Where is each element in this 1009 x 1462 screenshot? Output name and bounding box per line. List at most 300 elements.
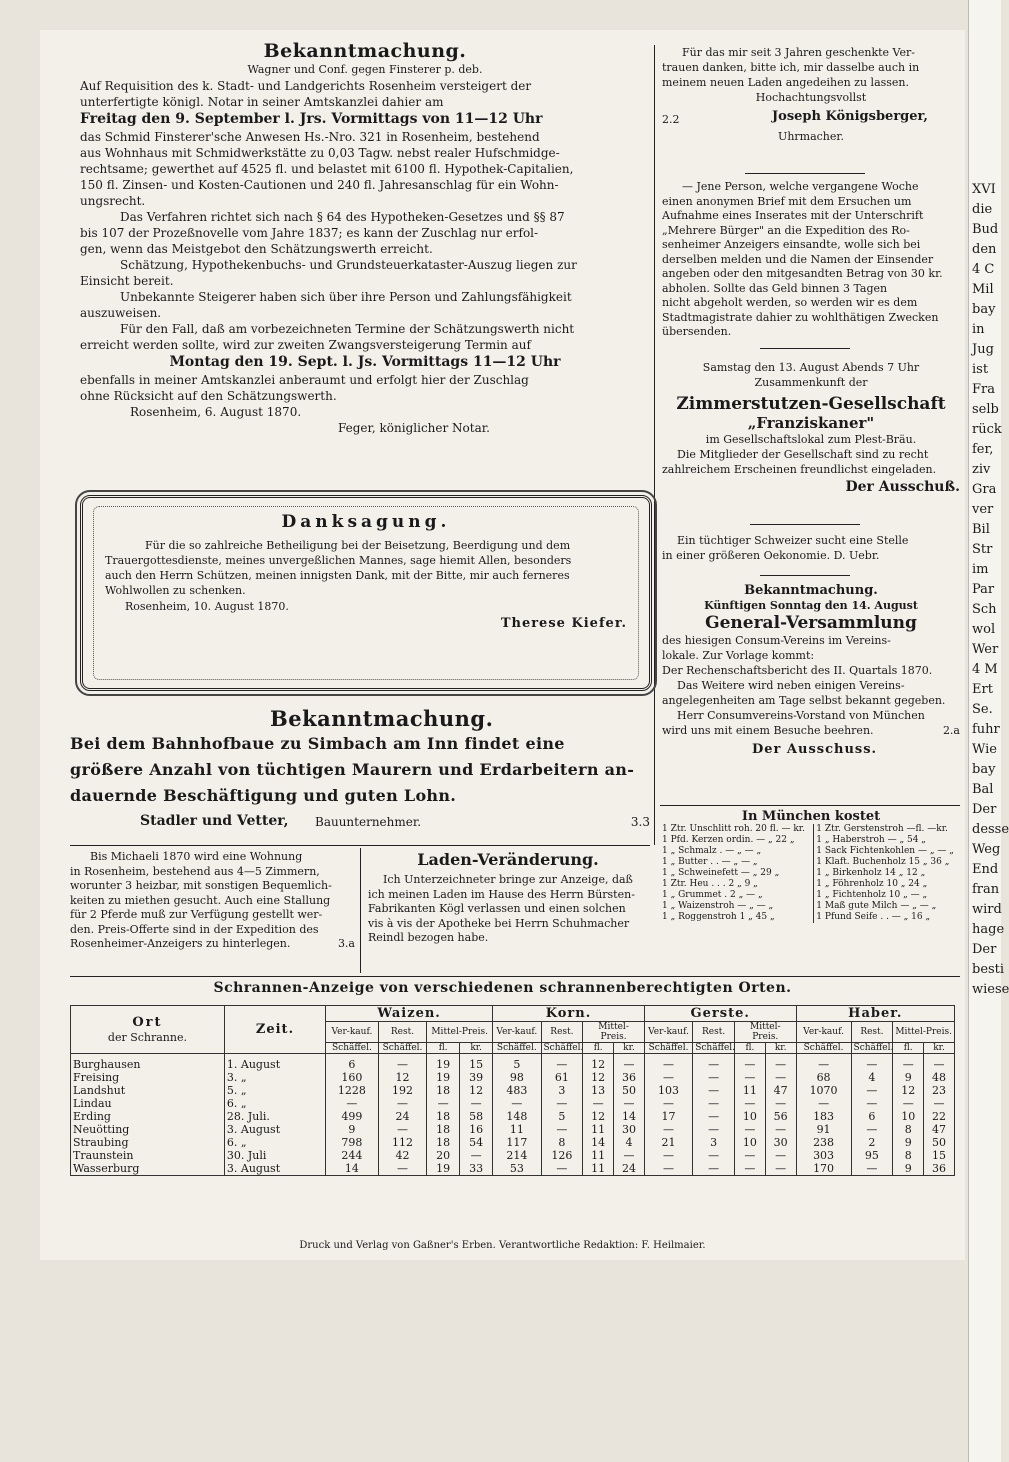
- adjacent-page-fragment: Weg: [972, 842, 1001, 857]
- table-row: [71, 1054, 955, 1072]
- ad-line: Ich Unterzeichneter bringe zur Anzeige, daß: [383, 873, 633, 886]
- col-verkauf-header: Ver-kauf.: [796, 1022, 851, 1043]
- value-cell: 14: [614, 1110, 645, 1123]
- newspaper-page: [40, 30, 965, 1260]
- value-cell: 6: [851, 1110, 893, 1123]
- thanks-frame: [80, 495, 652, 691]
- thanks-line: Wohlwollen zu schenken.: [105, 584, 246, 597]
- value-cell: —: [460, 1149, 493, 1162]
- value-cell: 12: [583, 1110, 614, 1123]
- value-cell: —: [493, 1097, 541, 1110]
- value-cell: 36: [924, 1162, 955, 1176]
- value-cell: —: [541, 1162, 583, 1176]
- adjacent-page-fragment: ziv: [972, 462, 991, 477]
- notice-line: rechtsame; gewerthet auf 4525 fl. und belastet mit 6100 fl. Hypothek-Capitalien,: [80, 162, 574, 176]
- notice-line: — Jene Person, welche vergangene Woche: [682, 180, 919, 193]
- value-cell: —: [693, 1149, 735, 1162]
- ad-line: zahlreichem Erscheinen freundlichst eingeladen.: [662, 463, 937, 476]
- adjacent-page-fragment: hage: [972, 922, 1005, 937]
- adjacent-page-fragment: wird: [972, 902, 1002, 917]
- town-cell: Landshut: [71, 1084, 225, 1097]
- ad-line: meinem neuen Laden angedeihen zu lassen.: [662, 76, 910, 89]
- value-cell: 14: [326, 1162, 379, 1176]
- ad-watchmaker: [662, 45, 960, 145]
- notice-place-date: Rosenheim, 6. August 1870.: [130, 405, 302, 419]
- price-row: [660, 901, 962, 912]
- value-cell: 8: [893, 1123, 924, 1136]
- divider: [70, 976, 960, 977]
- value-cell: —: [460, 1097, 493, 1110]
- value-cell: —: [924, 1054, 955, 1072]
- value-cell: 36: [614, 1071, 645, 1084]
- adjacent-page-fragment: die: [972, 202, 993, 217]
- adjacent-page-fragment: 4 M: [972, 662, 998, 677]
- notice-line: ungsrecht.: [80, 194, 146, 208]
- notice-line: abholen. Sollte das Geld binnen 3 Tagen: [662, 281, 888, 295]
- value-cell: 23: [924, 1084, 955, 1097]
- value-cell: —: [851, 1097, 893, 1110]
- ad-role: Uhrmacher.: [778, 130, 844, 143]
- adjacent-page-fragment: Sch: [972, 602, 997, 617]
- value-cell: 170: [796, 1162, 851, 1176]
- value-cell: —: [765, 1149, 796, 1162]
- value-cell: 3: [541, 1084, 583, 1097]
- price-row: [660, 868, 962, 879]
- value-cell: 17: [644, 1110, 692, 1123]
- value-cell: 58: [460, 1110, 493, 1123]
- imprint: Druck und Verlag von Gaßner's Erben. Verantwortliche Redaktion: F. Heilmaier.: [299, 1240, 706, 1251]
- adjacent-page-fragment: Mil: [972, 282, 994, 297]
- value-cell: —: [693, 1071, 735, 1084]
- value-cell: 160: [326, 1071, 379, 1084]
- town-cell: Traunstein: [71, 1149, 225, 1162]
- notice-line: Herr Consumvereins-Vorstand von München: [677, 709, 925, 722]
- notice-anonymous-letter: [662, 180, 960, 340]
- notice-line: Stadtmagistrate dahier zu wohlthätigen Zwecken: [662, 310, 939, 324]
- adjacent-page-fragment: ist: [972, 362, 989, 377]
- thanks-line: Für die so zahlreiche Betheiligung bei der Beisetzung, Beerdigung und dem: [145, 539, 571, 552]
- adjacent-page-fragment: Fra: [972, 382, 995, 397]
- table-row: [71, 1136, 955, 1149]
- value-cell: —: [693, 1110, 735, 1123]
- ad-title: Laden-Veränderung.: [417, 850, 599, 869]
- adjacent-page-fragment: in: [972, 322, 985, 337]
- value-cell: 183: [796, 1110, 851, 1123]
- price-row: [660, 857, 962, 868]
- price-cell: 1 Ztr. Unschlitt roh. 20 fl. — kr.: [660, 824, 814, 835]
- unit-schaeffel: Schäffel.: [326, 1043, 379, 1054]
- table-row: [71, 1123, 955, 1136]
- value-cell: 11: [493, 1123, 541, 1136]
- value-cell: 192: [378, 1084, 426, 1097]
- group-header-gerste: Gerste.: [644, 1006, 796, 1022]
- value-cell: —: [583, 1097, 614, 1110]
- unit-schaeffel: Schäffel.: [541, 1043, 583, 1054]
- ad-line: Reindl bezogen habe.: [368, 931, 489, 944]
- value-cell: 103: [644, 1084, 692, 1097]
- value-cell: 4: [614, 1136, 645, 1149]
- adjacent-page-fragment: Bud: [972, 222, 999, 237]
- thanks-line: Trauergottesdienste, meines unvergeßlichen Mannes, sage hiemit Allen, besonders: [105, 554, 572, 567]
- notice-line: lokale. Zur Vorlage kommt:: [662, 649, 815, 662]
- adjacent-page-fragment: ver: [972, 502, 994, 517]
- divider: [660, 805, 960, 806]
- value-cell: 12: [378, 1071, 426, 1084]
- value-cell: 16: [460, 1123, 493, 1136]
- ad-signature: Joseph Königsberger,: [772, 109, 928, 124]
- notice-line: einen anonymen Brief mit dem Ersuchen um: [662, 194, 912, 208]
- value-cell: 56: [765, 1110, 796, 1123]
- value-cell: —: [765, 1123, 796, 1136]
- value-cell: —: [326, 1097, 379, 1110]
- group-header-korn: Korn.: [493, 1006, 645, 1022]
- notice-line: übersenden.: [662, 325, 732, 338]
- price-row: [660, 890, 962, 901]
- adjacent-page-fragment: bay: [972, 302, 996, 317]
- value-cell: —: [693, 1054, 735, 1072]
- value-cell: 18: [427, 1123, 460, 1136]
- notice-title: General-Versammlung: [705, 613, 917, 633]
- unit-schaeffel: Schäffel.: [493, 1043, 541, 1054]
- notice-case: Wagner und Conf. gegen Finsterer p. deb.: [247, 63, 483, 76]
- thanks-line: auch den Herrn Schützen, meinen innigsten Dank, mit der Bitte, mir auch ferneres: [105, 569, 570, 582]
- ad-title: Zimmerstutzen-Gesellschaft: [676, 394, 946, 414]
- divider: [760, 575, 850, 576]
- price-cell: 1 „ Grummet . 2 „ — „: [660, 890, 814, 901]
- ad-line: Bis Michaeli 1870 wird eine Wohnung: [90, 850, 303, 863]
- notice-line: unterfertigte königl. Notar in seiner Amtskanzlei dahier am: [80, 95, 444, 109]
- value-cell: —: [427, 1097, 460, 1110]
- notice-line: Der Rechenschaftsbericht des II. Quartals 1870.: [662, 664, 933, 677]
- ad-line: im Gesellschaftslokal zum Plest-Bräu.: [705, 433, 917, 446]
- value-cell: 12: [583, 1054, 614, 1072]
- ad-apartment-wanted: [70, 850, 355, 952]
- col-rest-header: Rest.: [693, 1022, 735, 1043]
- adjacent-page-fragment: Der: [972, 942, 997, 957]
- ad-line: keiten zu miethen gesucht. Auch eine Stallung: [70, 893, 331, 907]
- town-cell: Wasserburg: [71, 1162, 225, 1176]
- value-cell: 11: [734, 1084, 765, 1097]
- value-cell: 48: [924, 1071, 955, 1084]
- firm-role: Bauunternehmer.: [315, 815, 422, 829]
- adjacent-page-fragment: XVI: [972, 182, 996, 197]
- notice-line: Einsicht bereit.: [80, 274, 174, 288]
- adjacent-page-fragment: fer,: [972, 442, 994, 457]
- date-cell: 3. „: [224, 1071, 325, 1084]
- value-cell: —: [765, 1071, 796, 1084]
- unit-fl: fl.: [893, 1043, 924, 1054]
- value-cell: 18: [427, 1084, 460, 1097]
- unit-kr: kr.: [614, 1043, 645, 1054]
- thanks-title: Danksagung.: [281, 512, 451, 532]
- value-cell: 30: [614, 1123, 645, 1136]
- value-cell: 47: [924, 1123, 955, 1136]
- town-cell: Lindau: [71, 1097, 225, 1110]
- value-cell: —: [644, 1162, 692, 1176]
- value-cell: —: [734, 1123, 765, 1136]
- value-cell: 8: [893, 1149, 924, 1162]
- date-cell: 1. August: [224, 1054, 325, 1072]
- notice-title: Bekanntmachung.: [270, 706, 494, 731]
- unit-kr: kr.: [924, 1043, 955, 1054]
- value-cell: 10: [893, 1110, 924, 1123]
- value-cell: —: [734, 1071, 765, 1084]
- grain-table-title: Schrannen-Anzeige von verschiedenen schrannenberechtigten Orten.: [213, 980, 792, 996]
- value-cell: —: [644, 1054, 692, 1072]
- thanks-place-date: Rosenheim, 10. August 1870.: [125, 600, 289, 613]
- value-cell: —: [765, 1162, 796, 1176]
- price-cell: 1 „ Haberstroh — „ 54 „: [816, 835, 926, 845]
- unit-fl: fl.: [583, 1043, 614, 1054]
- adjacent-page-fragment: wiese: [972, 982, 1009, 997]
- value-cell: —: [378, 1097, 426, 1110]
- value-cell: 61: [541, 1071, 583, 1084]
- notice-line: angeben oder den mitgesandten Betrag von 30 kr.: [662, 267, 943, 280]
- notice-title: Bekanntmachung.: [744, 583, 878, 598]
- group-header-haber: Haber.: [796, 1006, 954, 1022]
- unit-kr: kr.: [765, 1043, 796, 1054]
- value-cell: 21: [644, 1136, 692, 1149]
- value-cell: 11: [583, 1162, 614, 1176]
- value-cell: —: [644, 1097, 692, 1110]
- value-cell: 483: [493, 1084, 541, 1097]
- notice-line: Auf Requisition des k. Stadt- und Landgerichts Rosenheim versteigert der: [80, 79, 532, 93]
- notice-line: auszuweisen.: [80, 306, 162, 320]
- adjacent-page-fragment: Wer: [972, 642, 999, 657]
- price-cell: 1 Ztr. Gerstenstroh —fl. —kr.: [816, 824, 948, 834]
- column-divider: [654, 45, 655, 845]
- col-preis-header: Mittel-Preis.: [734, 1022, 796, 1043]
- date-cell: 28. Juli.: [224, 1110, 325, 1123]
- value-cell: 50: [924, 1136, 955, 1149]
- price-cell: 1 Klaft. Buchenholz 15 „ 36 „: [816, 857, 950, 867]
- adjacent-page-fragment: selb: [972, 402, 999, 417]
- unit-kr: kr.: [460, 1043, 493, 1054]
- value-cell: 54: [460, 1136, 493, 1149]
- notice-line: Künftigen Sonntag den 14. August: [704, 599, 918, 612]
- value-cell: —: [765, 1097, 796, 1110]
- ad-line: Für das mir seit 3 Jahren geschenkte Ver-: [682, 46, 915, 59]
- notice-line: des hiesigen Consum-Vereins im Vereins-: [662, 634, 891, 647]
- value-cell: 9: [326, 1123, 379, 1136]
- value-cell: 5: [493, 1054, 541, 1072]
- notice-line: derselben melden und die Namen der Einsender: [662, 252, 934, 266]
- table-row: [71, 1097, 955, 1110]
- price-row: [660, 912, 962, 923]
- ad-line: worunter 3 heizbar, mit sonstigen Bequemlich-: [70, 879, 332, 892]
- notice-signature: Der Ausschuss.: [752, 742, 878, 757]
- ad-title: „Franziskaner": [747, 414, 875, 432]
- notice-signature: Feger, königlicher Notar.: [337, 421, 490, 435]
- date-cell: 6. „: [224, 1136, 325, 1149]
- ad-signature: Der Ausschuß.: [845, 479, 960, 495]
- col-preis-header: Mittel-Preis.: [427, 1022, 493, 1043]
- value-cell: 15: [460, 1054, 493, 1072]
- value-cell: 148: [493, 1110, 541, 1123]
- value-cell: —: [851, 1123, 893, 1136]
- value-cell: 12: [583, 1071, 614, 1084]
- ad-line: Fabrikanten Kögl verlassen und einen solchen: [368, 902, 626, 915]
- ad-line: Rosenheimer-Anzeigers zu hinterlegen.: [70, 937, 291, 950]
- price-cell: 1 „ Butter . . — „ — „: [660, 857, 814, 868]
- table-row: [71, 1110, 955, 1123]
- value-cell: —: [693, 1162, 735, 1176]
- value-cell: 303: [796, 1149, 851, 1162]
- value-cell: —: [541, 1054, 583, 1072]
- divider: [750, 524, 860, 525]
- value-cell: —: [765, 1054, 796, 1072]
- price-cell: 1 „ Schmalz . — „ — „: [660, 846, 814, 857]
- value-cell: —: [378, 1162, 426, 1176]
- firm-name: Stadler und Vetter,: [140, 813, 289, 829]
- value-cell: —: [693, 1084, 735, 1097]
- value-cell: —: [734, 1054, 765, 1072]
- ad-line: trauen danken, bitte ich, mir dasselbe auch in: [662, 61, 920, 74]
- divider: [70, 845, 650, 846]
- table-row: [71, 1071, 955, 1084]
- value-cell: —: [734, 1162, 765, 1176]
- value-cell: 9: [893, 1136, 924, 1149]
- value-cell: 95: [851, 1149, 893, 1162]
- col-preis-header: Mittel-Preis.: [583, 1022, 645, 1043]
- notice-number: 3.3: [630, 815, 650, 829]
- value-cell: 39: [460, 1071, 493, 1084]
- value-cell: 11: [583, 1149, 614, 1162]
- value-cell: —: [893, 1054, 924, 1072]
- value-cell: 12: [893, 1084, 924, 1097]
- col-rest-header: Rest.: [541, 1022, 583, 1043]
- divider: [745, 173, 865, 174]
- value-cell: —: [378, 1123, 426, 1136]
- value-cell: 30: [765, 1136, 796, 1149]
- value-cell: 19: [427, 1071, 460, 1084]
- notice-line: Schätzung, Hypothekenbuchs- und Grundsteuerkataster-Auszug liegen zur: [120, 258, 577, 272]
- value-cell: —: [541, 1097, 583, 1110]
- ad-line: Samstag den 13. August Abends 7 Uhr: [702, 361, 920, 374]
- ad-line: vis à vis der Apotheke bei Herrn Schuhmacher: [368, 916, 630, 930]
- ad-line: ich meinen Laden im Hause des Herrn Bürsten-: [368, 887, 635, 901]
- notice-line: wird uns mit einem Besuche beehren.: [662, 724, 874, 737]
- value-cell: 22: [924, 1110, 955, 1123]
- unit-schaeffel: Schäffel.: [796, 1043, 851, 1054]
- munich-prices: [660, 809, 962, 923]
- value-cell: —: [851, 1162, 893, 1176]
- value-cell: 42: [378, 1149, 426, 1162]
- value-cell: 214: [493, 1149, 541, 1162]
- ad-shooting-club: [662, 360, 960, 495]
- adjacent-page-fragment: Jug: [972, 342, 994, 357]
- value-cell: 15: [924, 1149, 955, 1162]
- notice-line: Bei dem Bahnhofbaue zu Simbach am Inn findet eine: [70, 734, 565, 753]
- col-verkauf-header: Ver-kauf.: [644, 1022, 692, 1043]
- value-cell: 91: [796, 1123, 851, 1136]
- price-cell: 1 Sack Fichtenkohlen — „ — „: [816, 846, 954, 856]
- adjacent-page-fragment: 4 C: [972, 262, 995, 277]
- group-header-waizen: Waizen.: [326, 1006, 493, 1022]
- value-cell: —: [378, 1054, 426, 1072]
- ad-line: für 2 Pferde muß zur Verfügung gestellt wer-: [70, 908, 323, 921]
- value-cell: 10: [734, 1110, 765, 1123]
- value-cell: 47: [765, 1084, 796, 1097]
- notice-line: Aufnahme eines Inserates mit der Unterschrift: [662, 209, 924, 222]
- price-cell: 1 „ Birkenholz 14 „ 12 „: [816, 868, 926, 878]
- date-cell: 30. Juli: [224, 1149, 325, 1162]
- date-cell: 5. „: [224, 1084, 325, 1097]
- adjacent-page-fragment: fran: [972, 882, 1000, 897]
- adjacent-page-fragment: Der: [972, 802, 997, 817]
- value-cell: 9: [893, 1162, 924, 1176]
- unit-schaeffel: Schäffel.: [851, 1043, 893, 1054]
- notice-line: dauernde Beschäftigung und guten Lohn.: [70, 786, 457, 805]
- adjacent-page-edge: [968, 0, 1009, 1462]
- notice-line: angelegenheiten am Tage selbst bekannt gegeben.: [662, 694, 946, 707]
- ad-line: in einer größeren Oekonomie. D. Uebr.: [662, 549, 880, 562]
- ad-number: 3.a: [337, 937, 355, 950]
- notice-line: nicht abgeholt werden, so werden wir es dem: [662, 296, 918, 309]
- value-cell: —: [614, 1054, 645, 1072]
- price-cell: 1 „ Roggenstroh 1 „ 45 „: [660, 912, 814, 923]
- adjacent-page-fragment: den: [972, 242, 997, 257]
- value-cell: —: [924, 1097, 955, 1110]
- value-cell: 4: [851, 1071, 893, 1084]
- value-cell: —: [851, 1054, 893, 1072]
- date-cell: 6. „: [224, 1097, 325, 1110]
- col-rest-header: Rest.: [851, 1022, 893, 1043]
- notice-line: ebenfalls in meiner Amtskanzlei anberaumt und erfolgt hier der Zuschlag: [80, 373, 529, 387]
- prices-title: In München kostet: [741, 809, 881, 824]
- notice-line: das Schmid Finsterer'sche Anwesen Hs.-Nro. 321 in Rosenheim, bestehend: [80, 130, 540, 144]
- adjacent-page-fragment: besti: [972, 962, 1005, 977]
- price-row: [660, 879, 962, 890]
- ad-number: 2.2: [662, 113, 680, 126]
- town-cell: Straubing: [71, 1136, 225, 1149]
- value-cell: 98: [493, 1071, 541, 1084]
- price-row: [660, 824, 962, 835]
- value-cell: —: [541, 1123, 583, 1136]
- notice-line: Das Verfahren richtet sich nach § 64 des Hypotheken-Gesetzes und §§ 87: [120, 210, 565, 224]
- notice-line: ohne Rücksicht auf den Schätzungswerth.: [80, 389, 337, 403]
- value-cell: 499: [326, 1110, 379, 1123]
- value-cell: 14: [583, 1136, 614, 1149]
- thanks-signature: Therese Kiefer.: [500, 616, 627, 631]
- ad-line: in Rosenheim, bestehend aus 4—5 Zimmern,: [70, 864, 320, 878]
- value-cell: —: [734, 1149, 765, 1162]
- notice-line: bis 107 der Prozeßnovelle vom Jahre 1837; es kann der Zuschlag nur erfol-: [80, 226, 539, 240]
- value-cell: —: [734, 1097, 765, 1110]
- col-preis-header: Mittel-Preis.: [893, 1022, 955, 1043]
- value-cell: 68: [796, 1071, 851, 1084]
- adjacent-page-fragment: End: [972, 862, 999, 877]
- divider: [760, 348, 850, 349]
- notice-date: Montag den 19. Sept. l. Js. Vormittags 11—12 Uhr: [169, 354, 561, 370]
- value-cell: —: [693, 1097, 735, 1110]
- value-cell: 53: [493, 1162, 541, 1176]
- value-cell: 117: [493, 1136, 541, 1149]
- value-cell: 33: [460, 1162, 493, 1176]
- value-cell: 1228: [326, 1084, 379, 1097]
- value-cell: 50: [614, 1084, 645, 1097]
- value-cell: 13: [583, 1084, 614, 1097]
- unit-fl: fl.: [734, 1043, 765, 1054]
- ad-closing: Hochachtungsvollst: [755, 91, 867, 104]
- adjacent-page-fragment: wol: [972, 622, 996, 637]
- table-row: [71, 1084, 955, 1097]
- notice-line: 150 fl. Zinsen- und Kosten-Cautionen und 240 fl. Jahresanschlag für ein Wohn-: [80, 178, 559, 192]
- notice-railway: [70, 706, 650, 835]
- value-cell: 3: [693, 1136, 735, 1149]
- ad-swiss-worker: [662, 533, 960, 563]
- table-row: [71, 1149, 955, 1162]
